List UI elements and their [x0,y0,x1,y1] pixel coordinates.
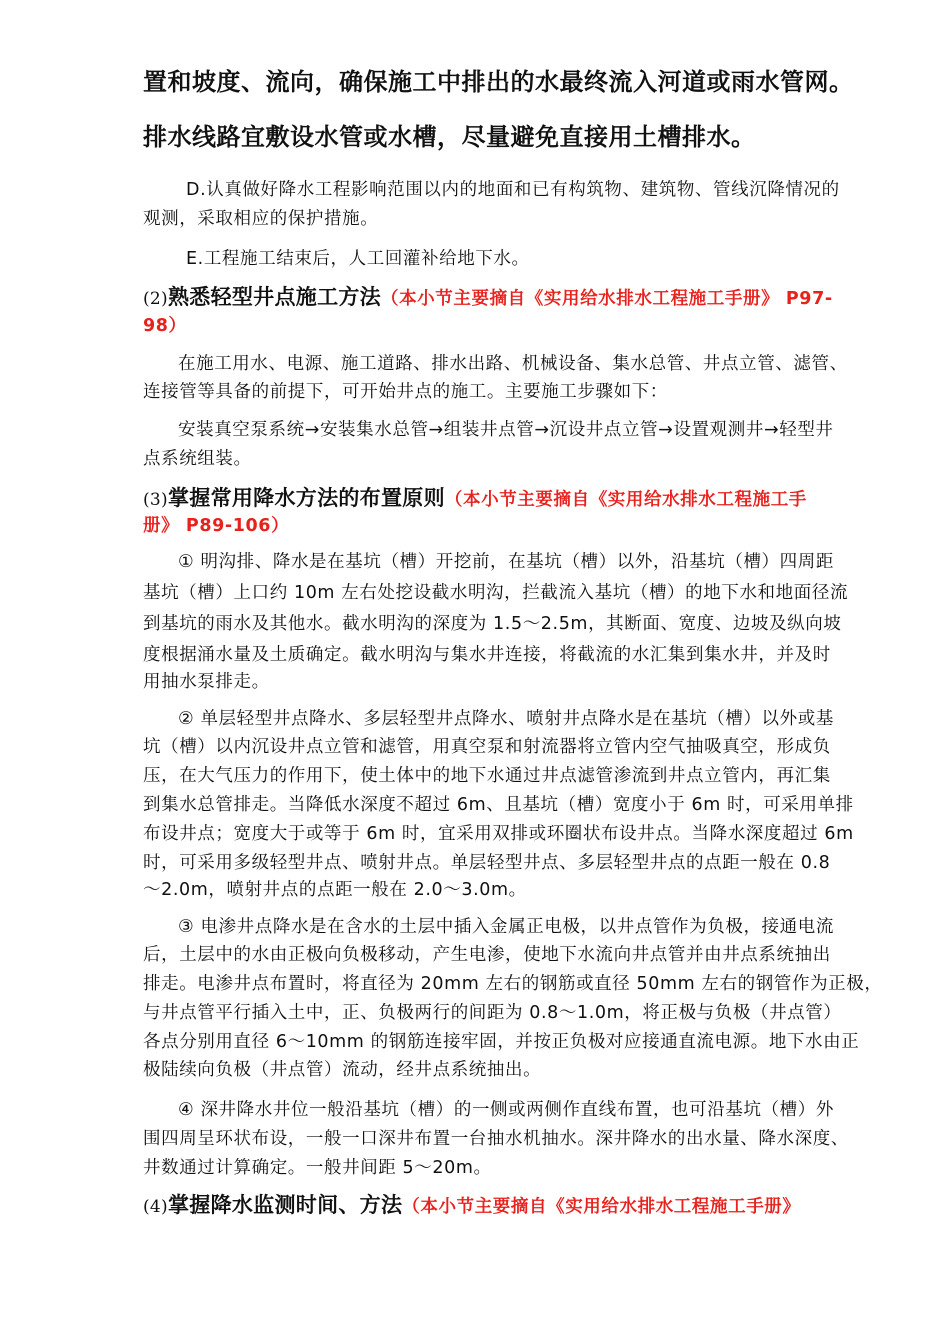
section-3-p3-line: 极陆续向负极（井点管）流动，经井点系统抽出。 [143,1060,542,1080]
section-3-heading [143,482,807,512]
section-3-p1-line: 基坑（槽）上口约 10m 左右处挖设截水明沟，拦截流入基坑（槽）的地下水和地面径流 [143,583,849,603]
section-2-source-cont: 98） [143,316,187,336]
section-3-p2-line: 坑（槽）以内沉设井点立管和滤管，用真空泵和射流器将立管内空气抽吸真空，形成负 [143,737,831,757]
section-3-p2-line: ～2.0m，喷射井点的点距一般在 2.0～3.0m。 [143,880,527,900]
section-4-heading [143,1189,801,1219]
intro-line-2: 排水线路宜敷设水管或水槽，尽量避免直接用土槽排水。 [143,123,756,151]
section-3-p4-line: 围四周呈环状布设，一般一口深井布置一台抽水机抽水。深井降水的出水量、降水深度、 [143,1129,849,1149]
section-2-heading [143,281,833,311]
section-2-para-1-line-1: 在施工用水、电源、施工道路、排水出路、机械设备、集水总管、井点立管、滤管、 [178,354,848,374]
item-e-line-1: E.工程施工结束后，人工回灌补给地下水。 [186,249,530,269]
item-d-line-1: D.认真做好降水工程影响范围以内的地面和已有构筑物、建筑物、管线沉降情况的 [186,180,840,200]
section-3-p2-line: 到集水总管排走。当降低水深度不超过 6m、且基坑（槽）宽度小于 6m 时，可采用单排 [143,795,854,815]
section-2-number: (2) [143,289,168,309]
section-2-para-1-line-2: 连接管等具备的前提下，可开始井点的施工。主要施工步骤如下： [143,382,668,402]
section-2-para-2-line-1: 安装真空泵系统→安装集水总管→组装井点管→沉设井点立管→设置观测井→轻型井 [178,420,834,440]
section-3-p3-line: 排走。电渗井点布置时，将直径为 20mm 左右的钢筋或直径 50mm 左右的钢管作为正极， [143,974,883,994]
section-3-p2-line: 时，可采用多级轻型井点、喷射井点。单层轻型井点、多层轻型井点的点距一般在 0.8 [143,853,831,873]
intro-line-1: 置和坡度、流向，确保施工中排出的水最终流入河道或雨水管网。 [143,68,854,96]
section-2-title: 熟悉轻型井点施工方法 [167,285,381,309]
section-4-source: （本小节主要摘自《实用给水排水工程施工手册》 [402,1197,801,1217]
section-3-title: 掌握常用降水方法的布置原则 [167,486,445,510]
item-d-line-2: 观测，采取相应的保护措施。 [143,209,379,229]
section-3-p3-line: 各点分别用直径 6～10mm 的钢筋连接牢固，并按正负极对应接通直流电源。地下水由正 [143,1032,860,1052]
section-3-source-cont: 册》 P89-106） [143,516,290,536]
section-3-p3-line: 后，土层中的水由正极向负极移动，产生电渗，使地下水流向井点管并由井点系统抽出 [143,945,831,965]
section-3-p2-line: 布设井点；宽度大于或等于 6m 时，宜采用双排或环圈状布设井点。当降水深度超过 6m [143,824,854,844]
section-4-title: 掌握降水监测时间、方法 [167,1193,403,1217]
section-3-p3-line: ③ 电渗井点降水是在含水的土层中插入金属正电极，以井点管作为负极，接通电流 [178,917,834,937]
section-2-source: （本小节主要摘自《实用给水排水工程施工手册》 P97- [380,289,833,309]
section-3-p4-line: 井数通过计算确定。一般井间距 5～20m。 [143,1158,492,1178]
section-3-p1-line: ① 明沟排、降水是在基坑（槽）开挖前，在基坑（槽）以外，沿基坑（槽）四周距 [178,552,834,572]
section-3-p1-line: 到基坑的雨水及其他水。截水明沟的深度为 1.5～2.5m，其断面、宽度、边坡及纵向坡 [143,614,842,634]
section-3-p2-line: 压，在大气压力的作用下，使土体中的地下水通过井点滤管渗流到井点立管内，再汇集 [143,766,831,786]
section-3-source: （本小节主要摘自《实用给水排水工程施工手 [444,490,807,510]
section-3-p2-line: ② 单层轻型井点降水、多层轻型井点降水、喷射井点降水是在基坑（槽）以外或基 [178,709,834,729]
section-4-number: (4) [143,1197,168,1217]
section-3-p3-line: 与井点管平行插入土中，正、负极两行的间距为 0.8～1.0m，将正极与负极（井点管） [143,1003,842,1023]
section-3-p4-line: ④ 深井降水井位一般沿基坑（槽）的一侧或两侧作直线布置，也可沿基坑（槽）外 [178,1100,834,1120]
section-2-para-2-line-2: 点系统组装。 [143,449,252,469]
section-3-number: (3) [143,490,168,510]
section-3-p1-line: 用抽水泵排走。 [143,672,270,692]
section-3-p1-line: 度根据涌水量及土质确定。截水明沟与集水井连接，将截流的水汇集到集水井，并及时 [143,645,831,665]
